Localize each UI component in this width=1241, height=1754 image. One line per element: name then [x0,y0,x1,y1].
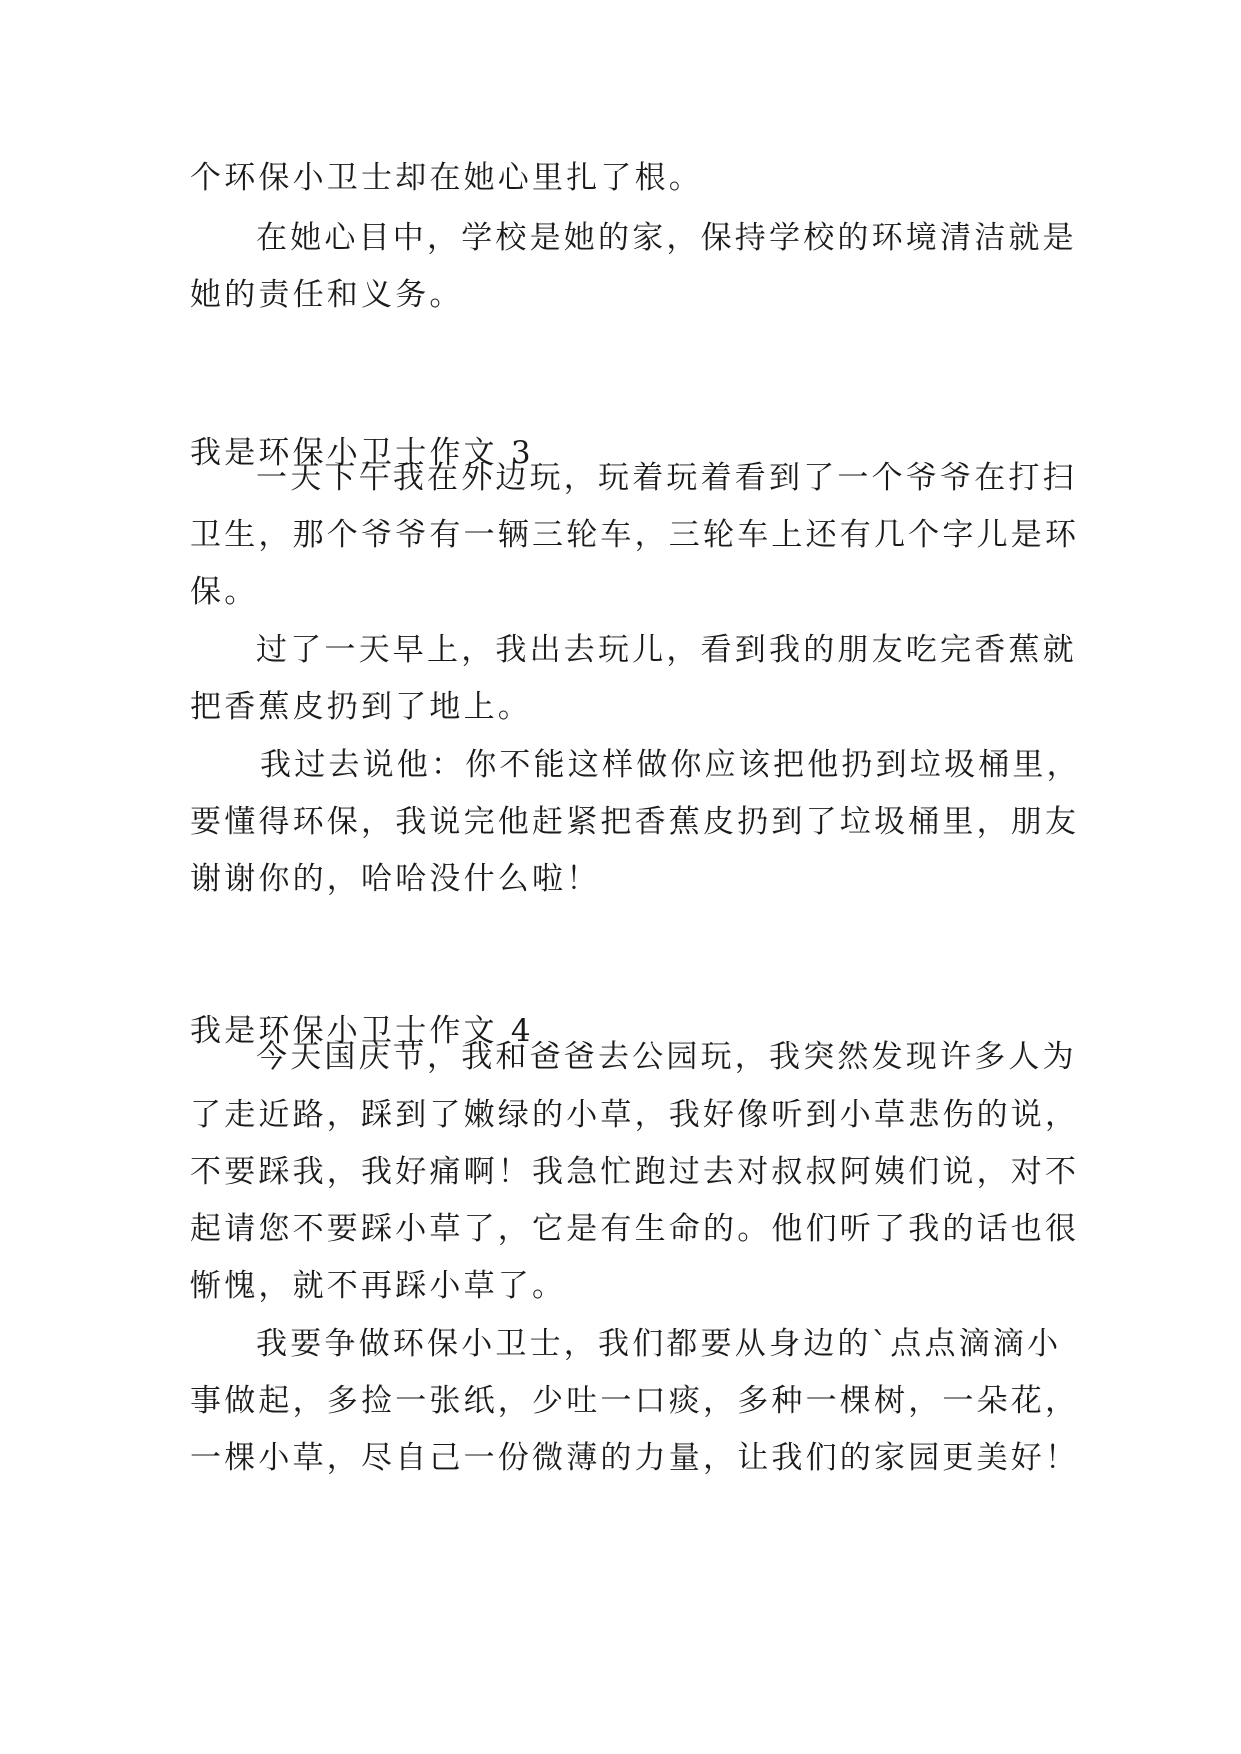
essay-3-paragraph-1 [190,458,1077,498]
text-line: 个环保小卫士却在她心里扎了根。 [190,160,703,196]
essay-4-paragraph-2-line-3 [190,1438,1079,1478]
section-title: 我是环保小卫士作文 3 [190,435,534,471]
text-line: 今天国庆节，我和爸爸去公园玩，我突然发现许多人为 [256,1039,1077,1075]
text-line: 事做起，多捡一张纸，少吐一口痰，多种一棵树，一朵花， [190,1383,1080,1419]
text-line: 谢谢你的，哈哈没什么啦！ [190,861,601,897]
essay-3-paragraph-1-line-3 [190,572,258,612]
essay-4-paragraph-1-line-3 [190,1152,1079,1192]
text-line: 在她心目中，学校是她的家，保持学校的环境清洁就是 [256,220,1077,256]
text-line: 起请您不要踩小草了，它是有生命的。他们听了我的话也很 [190,1211,1080,1247]
paragraph [190,218,1077,258]
text-line: 一天下午我在外边玩，玩着玩着看到了一个爷爷在打扫 [256,460,1077,496]
essay-4-paragraph-1-line-5 [190,1266,566,1306]
essay-4-paragraph-2 [190,1324,1061,1364]
essay-4-paragraph-1-line-2 [190,1095,1079,1135]
essay-4-paragraph-1-line-4 [190,1209,1079,1249]
text-line: 不要踩我，我好痛啊！我急忙跑过去对叔叔阿姨们说，对不 [190,1154,1080,1190]
text-line: 把香蕉皮扔到了地上。 [190,689,532,725]
essay-3-paragraph-2-line-2 [190,687,532,727]
text-line: 惭愧，就不再踩小草了。 [190,1268,567,1304]
text-line: 一棵小草，尽自己一份微薄的力量，让我们的家园更美好！ [190,1440,1080,1476]
text-line: 卫生，那个爷爷有一辆三轮车，三轮车上还有几个字儿是环 [190,517,1080,553]
essay-3-paragraph-3 [190,745,1081,785]
text-line: 保。 [190,574,259,610]
text-line: 我过去说他：你不能这样做你应该把他扔到垃圾桶里， [260,747,1081,783]
text-line: 她的责任和义务。 [190,277,464,313]
essay-4-paragraph-1 [190,1037,1077,1077]
paragraph-continuation [190,275,464,315]
essay-3-paragraph-2 [190,630,1077,670]
essay-3-paragraph-3-line-3 [190,859,600,899]
text-line: 了走近路，踩到了嫩绿的小草，我好像听到小草悲伤的说， [190,1097,1080,1133]
essay-3-paragraph-3-line-2 [190,802,1079,842]
text-line: 我要争做环保小卫士，我们都要从身边的`点点滴滴小 [256,1326,1062,1362]
intro-paragraph [190,158,703,198]
text-line: 过了一天早上，我出去玩儿，看到我的朋友吃完香蕉就 [256,632,1077,668]
section-title: 我是环保小卫士作文 4 [190,1013,534,1049]
essay-4-paragraph-2-line-2 [190,1381,1079,1421]
essay-3-paragraph-1-line-2 [190,515,1079,555]
text-line: 要懂得环保，我说完他赶紧把香蕉皮扔到了垃圾桶里，朋友 [190,804,1080,840]
